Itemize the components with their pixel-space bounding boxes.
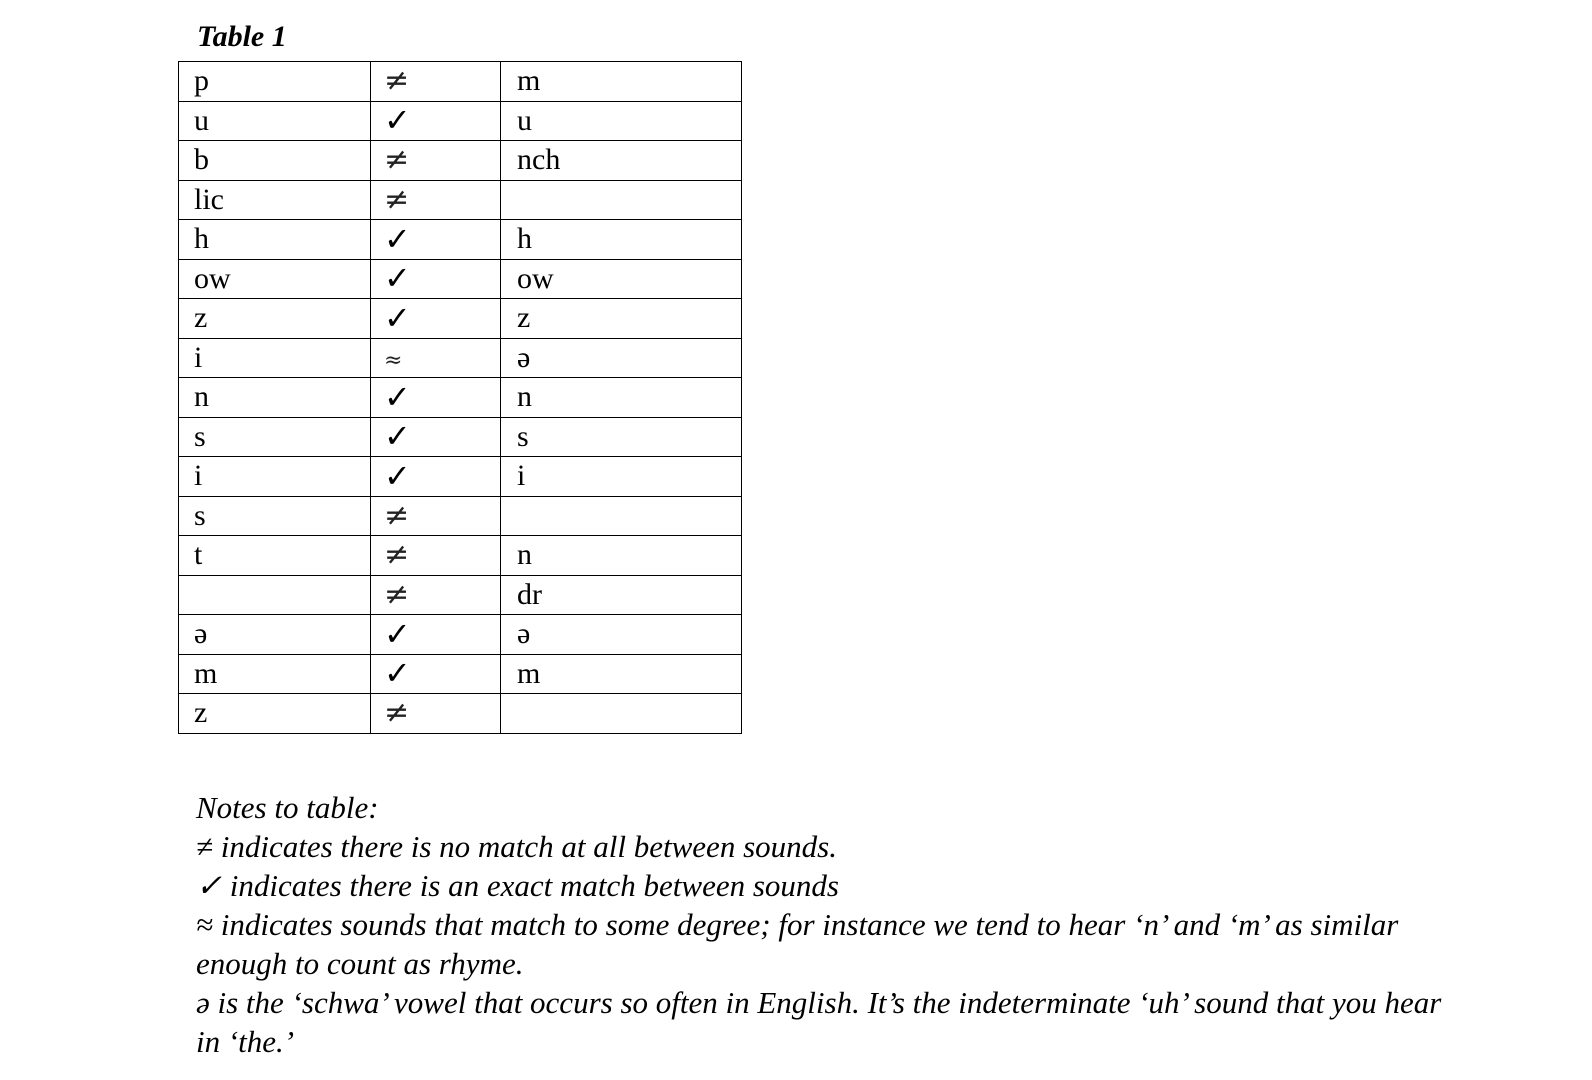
left-sound-cell: m [179, 654, 371, 694]
left-sound-cell [179, 575, 371, 615]
table-row [179, 536, 742, 576]
match-cell [371, 417, 501, 457]
table-row [179, 496, 742, 536]
table-row [179, 299, 742, 339]
right-sound-cell: m [501, 62, 742, 102]
table-row [179, 338, 742, 378]
rhyme-comparison-table [178, 61, 742, 734]
match-cell [371, 101, 501, 141]
right-sound-cell: n [501, 536, 742, 576]
note-partial-match: ≈ indicates sounds that match to some degree; for instance we tend to hear ‘n’ and ‘m’ as similar enough to count as rhyme. [196, 907, 1399, 981]
right-sound-cell: u [501, 101, 742, 141]
left-sound-cell: ow [179, 259, 371, 299]
match-cell [371, 259, 501, 299]
no-match-symbol: ≠ [384, 537, 410, 573]
left-sound-cell: ə [179, 615, 371, 655]
match-cell [371, 694, 501, 734]
right-sound-cell [501, 496, 742, 536]
no-match-symbol: ≠ [384, 497, 410, 533]
no-match-symbol: ≠ [384, 63, 410, 99]
right-sound-cell: s [501, 417, 742, 457]
match-cell [371, 378, 501, 418]
exact-match-symbol: ✓ [384, 614, 411, 653]
table-row [179, 141, 742, 181]
table-row [179, 220, 742, 260]
left-sound-cell: p [179, 62, 371, 102]
match-cell [371, 575, 501, 615]
left-sound-cell: i [179, 457, 371, 497]
table-row [179, 615, 742, 655]
right-sound-cell: n [501, 378, 742, 418]
left-sound-cell: b [179, 141, 371, 181]
table-row [179, 694, 742, 734]
left-sound-cell: i [179, 338, 371, 378]
left-sound-cell: z [179, 694, 371, 734]
left-sound-cell: lic [179, 180, 371, 220]
no-match-symbol: ≠ [384, 695, 410, 731]
right-sound-cell: i [501, 457, 742, 497]
table-row [179, 259, 742, 299]
right-sound-cell: nch [501, 141, 742, 181]
left-sound-cell: s [179, 496, 371, 536]
exact-match-symbol: ✓ [384, 298, 411, 337]
note-no-match: ≠ indicates there is no match at all between sounds. [196, 829, 837, 864]
table-row [179, 654, 742, 694]
right-sound-cell: ə [501, 615, 742, 655]
no-match-symbol: ≠ [384, 576, 410, 612]
left-sound-cell: n [179, 378, 371, 418]
note-schwa: ə is the ‘schwa’ vowel that occurs so often in English. It’s the indeterminate ‘uh’ sound that you hear in ‘the.’ [196, 985, 1442, 1059]
match-cell [371, 615, 501, 655]
exact-match-symbol: ✓ [384, 456, 411, 495]
notes-heading: Notes to table: [196, 790, 379, 825]
table-row [179, 417, 742, 457]
right-sound-cell: ə [501, 338, 742, 378]
exact-match-symbol: ✓ [384, 654, 411, 693]
no-match-symbol: ≠ [384, 181, 410, 217]
match-cell [371, 299, 501, 339]
exact-match-symbol: ✓ [384, 377, 411, 416]
table-row [179, 180, 742, 220]
right-sound-cell: dr [501, 575, 742, 615]
match-cell [371, 654, 501, 694]
exact-match-symbol: ✓ [384, 417, 411, 456]
match-cell [371, 141, 501, 181]
match-cell [371, 62, 501, 102]
table-row [179, 457, 742, 497]
exact-match-symbol: ✓ [384, 219, 411, 258]
right-sound-cell [501, 694, 742, 734]
table-body [179, 62, 742, 734]
left-sound-cell: t [179, 536, 371, 576]
match-cell [371, 496, 501, 536]
left-sound-cell: h [179, 220, 371, 260]
exact-match-symbol: ✓ [384, 101, 411, 140]
left-sound-cell: z [179, 299, 371, 339]
match-cell [371, 536, 501, 576]
match-cell [371, 180, 501, 220]
match-cell [371, 220, 501, 260]
left-sound-cell: u [179, 101, 371, 141]
match-cell [371, 457, 501, 497]
table-notes [196, 788, 1456, 1061]
partial-match-symbol: ≈ [384, 347, 403, 373]
left-sound-cell: s [179, 417, 371, 457]
exact-match-symbol: ✓ [384, 259, 411, 298]
table-row [179, 62, 742, 102]
right-sound-cell [501, 180, 742, 220]
table-row [179, 101, 742, 141]
table-row [179, 575, 742, 615]
no-match-symbol: ≠ [384, 142, 410, 178]
match-cell [371, 338, 501, 378]
note-exact-match: ✓ indicates there is an exact match between sounds [196, 868, 839, 903]
table-title: Table 1 [197, 20, 287, 53]
right-sound-cell: h [501, 220, 742, 260]
right-sound-cell: m [501, 654, 742, 694]
right-sound-cell: ow [501, 259, 742, 299]
right-sound-cell: z [501, 299, 742, 339]
table-row [179, 378, 742, 418]
